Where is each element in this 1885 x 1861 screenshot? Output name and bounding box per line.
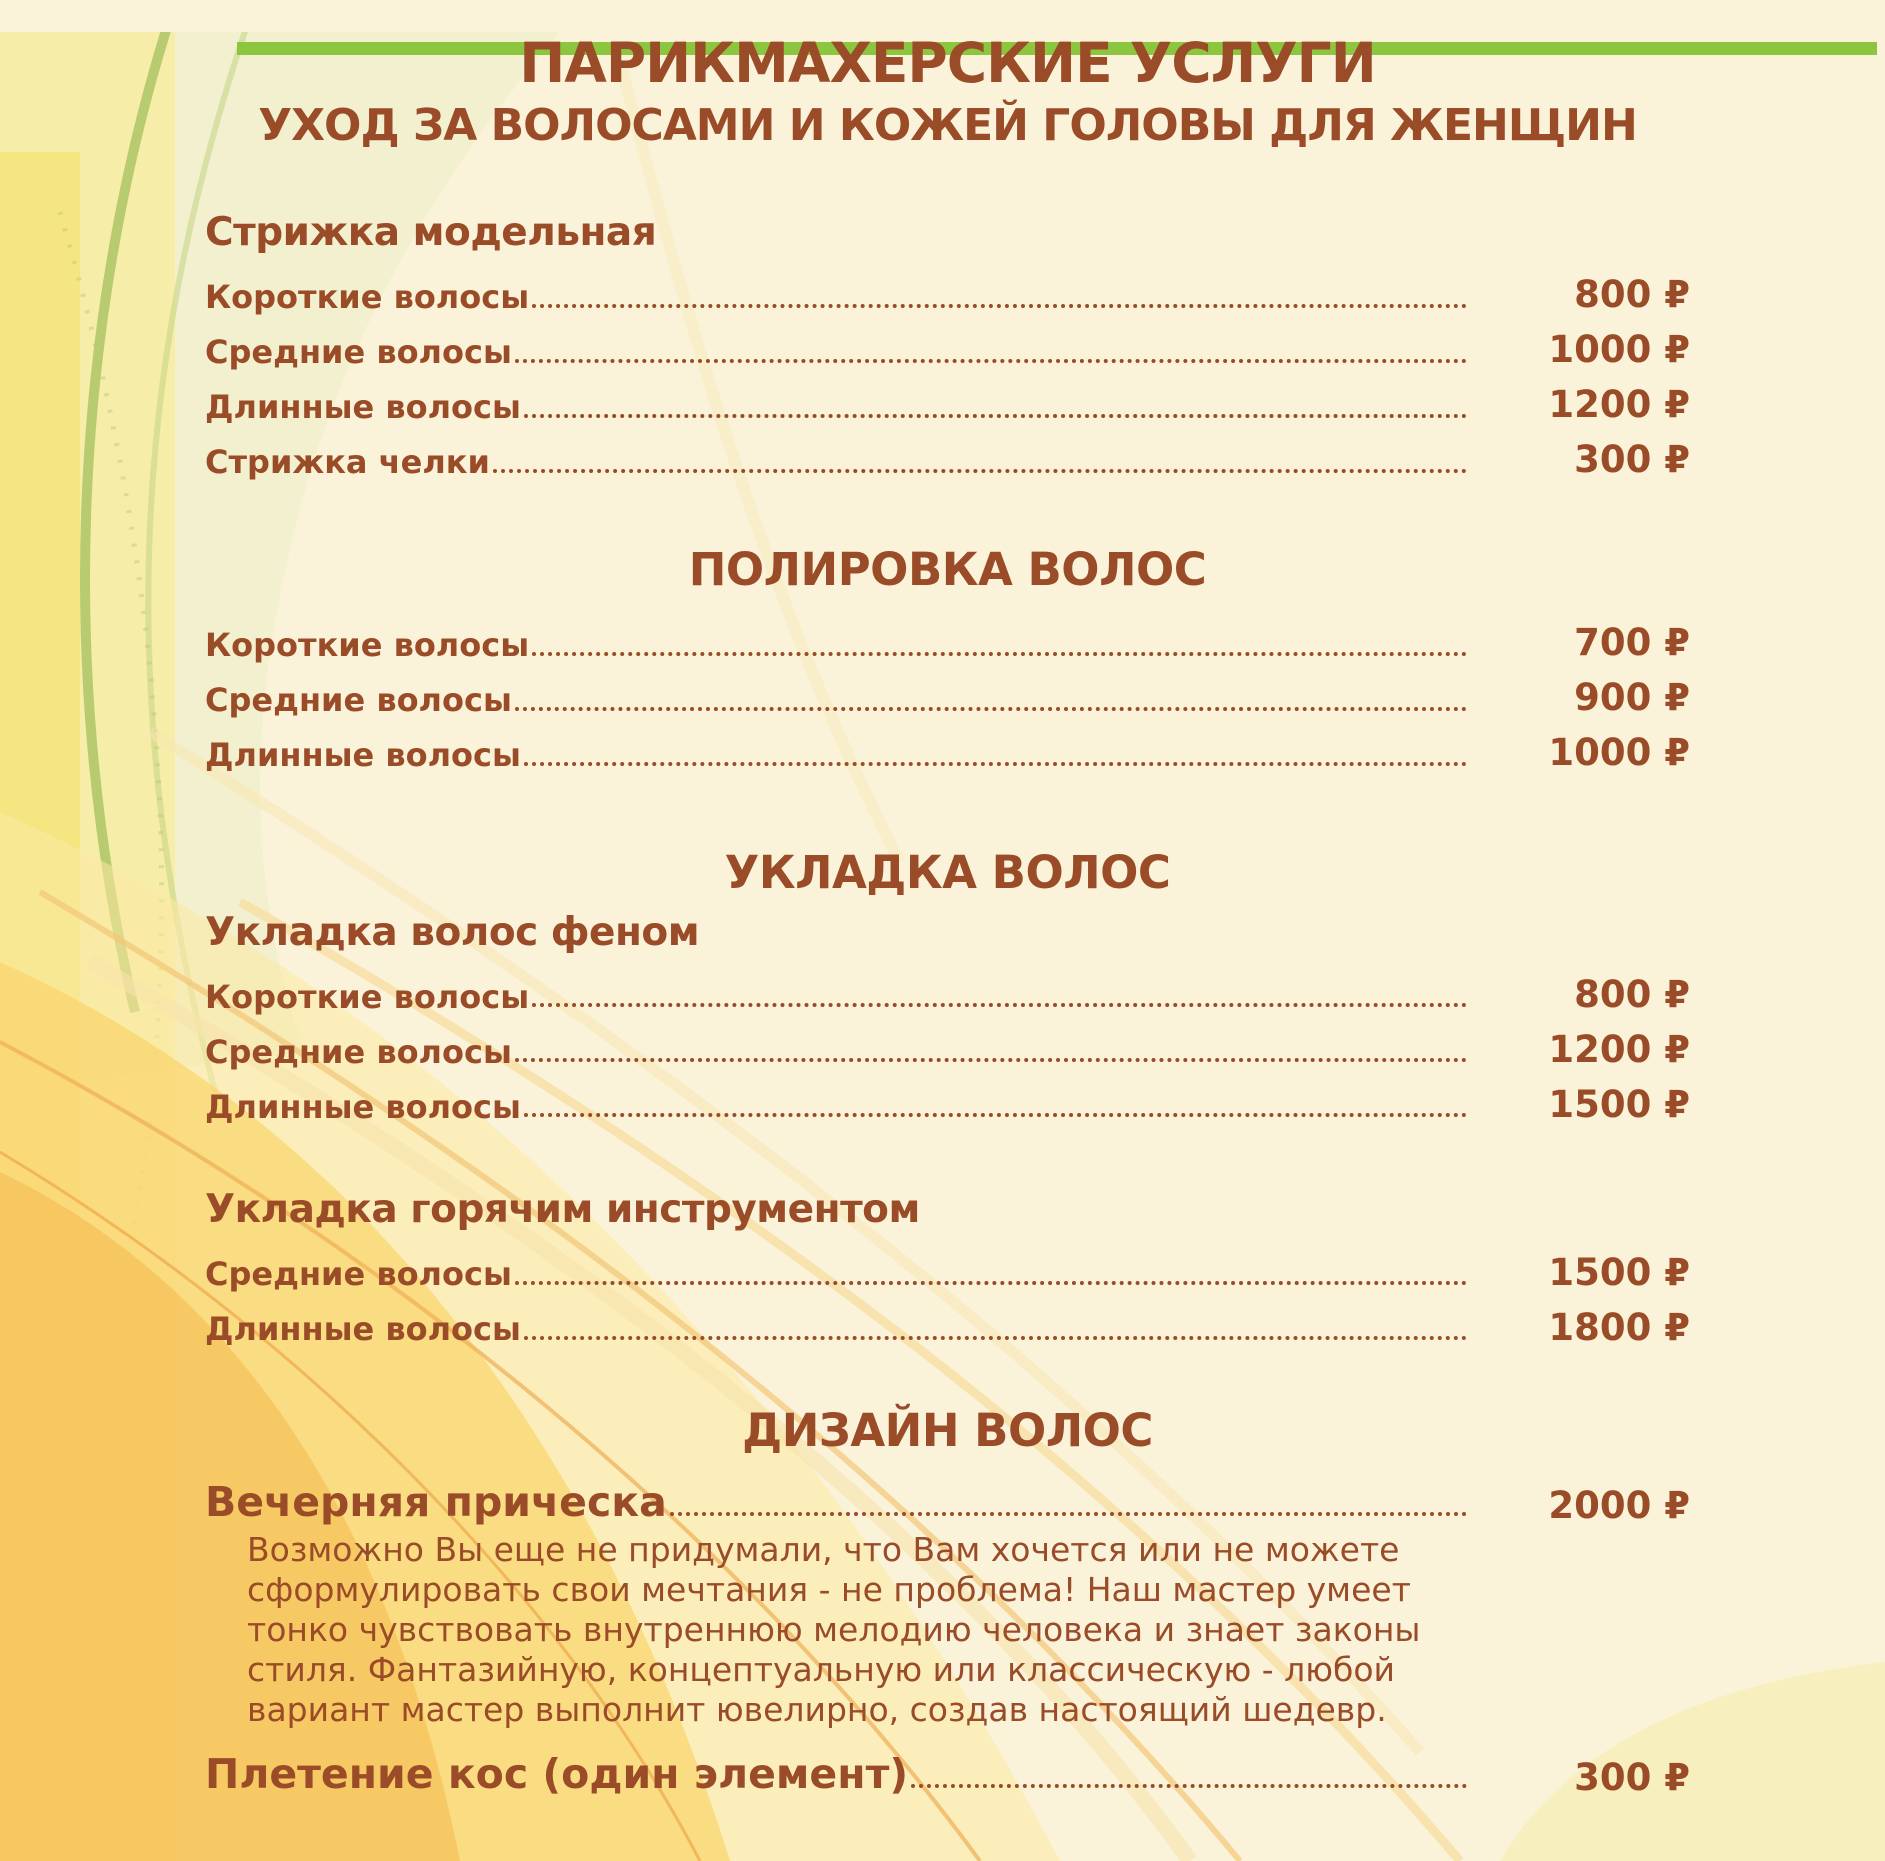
- price-row: [205, 960, 1690, 1015]
- service-price: 2000 ₽: [1548, 1483, 1690, 1527]
- dotted-leader: [911, 1784, 1467, 1788]
- service-label: Плетение кос (один элемент): [205, 1750, 909, 1799]
- service-label: Средние волосы: [205, 1255, 512, 1294]
- service-price: 1000 ₽: [1548, 327, 1690, 371]
- service-price: 1000 ₽: [1548, 730, 1690, 774]
- page-title: ПАРИКМАХЕРСКИЕ УСЛУГИ: [519, 31, 1376, 95]
- price-row: [205, 1015, 1690, 1070]
- dotted-leader: [515, 707, 1467, 711]
- section-heading-hair-polish: ПОЛИРОВКА ВОЛОС: [688, 542, 1207, 596]
- service-price: 300 ₽: [1574, 1755, 1690, 1799]
- section-heading-hair-design: ДИЗАЙН ВОЛОС: [742, 1404, 1153, 1458]
- dotted-leader: [524, 414, 1467, 418]
- subsection-heading-model-haircut: Стрижка модельная: [205, 209, 657, 255]
- section-heading-hair-styling: УКЛАДКА ВОЛОС: [724, 845, 1171, 899]
- service-price: 900 ₽: [1574, 675, 1690, 719]
- price-row-braiding: [205, 1738, 1690, 1798]
- dotted-leader: [532, 1003, 1467, 1007]
- service-label: Стрижка челки: [205, 442, 490, 481]
- service-price: 800 ₽: [1574, 272, 1690, 316]
- price-row: [205, 261, 1690, 316]
- service-label: Длинные волосы: [205, 1087, 521, 1126]
- price-row-evening-hairstyle: [205, 1466, 1690, 1526]
- service-price: 1500 ₽: [1548, 1250, 1690, 1294]
- service-label: Короткие волосы: [205, 277, 530, 316]
- service-price: 1800 ₽: [1548, 1305, 1690, 1349]
- service-label: Средние волосы: [205, 332, 512, 371]
- service-label: Вечерняя прическа: [205, 1478, 667, 1527]
- price-list: [205, 32, 1690, 1798]
- service-price: 700 ₽: [1574, 620, 1690, 664]
- dotted-leader: [515, 1281, 1467, 1285]
- price-row: [205, 1070, 1690, 1125]
- rows-hot-tools: [205, 1238, 1690, 1348]
- service-label: Длинные волосы: [205, 735, 521, 774]
- dotted-leader: [532, 304, 1467, 308]
- rows-blow-dry: [205, 960, 1690, 1125]
- price-row: [205, 1238, 1690, 1293]
- evening-hairstyle-description: Возможно Вы еще не придумали, что Вам хочется или не можете сформулировать свои мечтания - не проблема! Наш мастер умеет тонко чувствовать внутреннюю мелодию человека и знает законы стиля. Фантазийную, концептуальную или классическую - любой вариант мастер выполнит ювелирно, создав настоящий шедевр.: [247, 1530, 1421, 1730]
- price-row: [205, 609, 1690, 664]
- page-subtitle: УХОД ЗА ВОЛОСАМИ И КОЖЕЙ ГОЛОВЫ ДЛЯ ЖЕНЩИН: [258, 100, 1637, 152]
- service-label: Длинные волосы: [205, 1310, 521, 1349]
- price-row: [205, 664, 1690, 719]
- service-price: 1200 ₽: [1548, 1027, 1690, 1071]
- service-label: Средние волосы: [205, 1032, 512, 1071]
- service-price: 1500 ₽: [1548, 1082, 1690, 1126]
- subsection-heading-hot-tools: Укладка горячим инструментом: [205, 1187, 920, 1233]
- service-label: Короткие волосы: [205, 977, 530, 1016]
- service-price: 1200 ₽: [1548, 382, 1690, 426]
- dotted-leader: [532, 652, 1467, 656]
- service-label: Длинные волосы: [205, 387, 521, 426]
- rows-hair-polish: [205, 609, 1690, 774]
- dotted-leader: [524, 1336, 1467, 1340]
- price-row: [205, 316, 1690, 371]
- service-price: 800 ₽: [1574, 972, 1690, 1016]
- service-label: Короткие волосы: [205, 625, 530, 664]
- service-price: 300 ₽: [1574, 437, 1690, 481]
- price-row: [205, 719, 1690, 774]
- dotted-leader: [524, 1113, 1467, 1117]
- dotted-leader: [524, 762, 1467, 766]
- dotted-leader: [515, 1058, 1467, 1062]
- dotted-leader: [670, 1512, 1467, 1516]
- service-label: Средние волосы: [205, 680, 512, 719]
- price-row: [205, 426, 1690, 481]
- price-row: [205, 371, 1690, 426]
- rows-model-haircut: [205, 261, 1690, 481]
- dotted-leader: [493, 469, 1467, 473]
- price-row: [205, 1293, 1690, 1348]
- subsection-heading-blow-dry: Укладка волос феном: [205, 909, 700, 955]
- dotted-leader: [515, 359, 1467, 363]
